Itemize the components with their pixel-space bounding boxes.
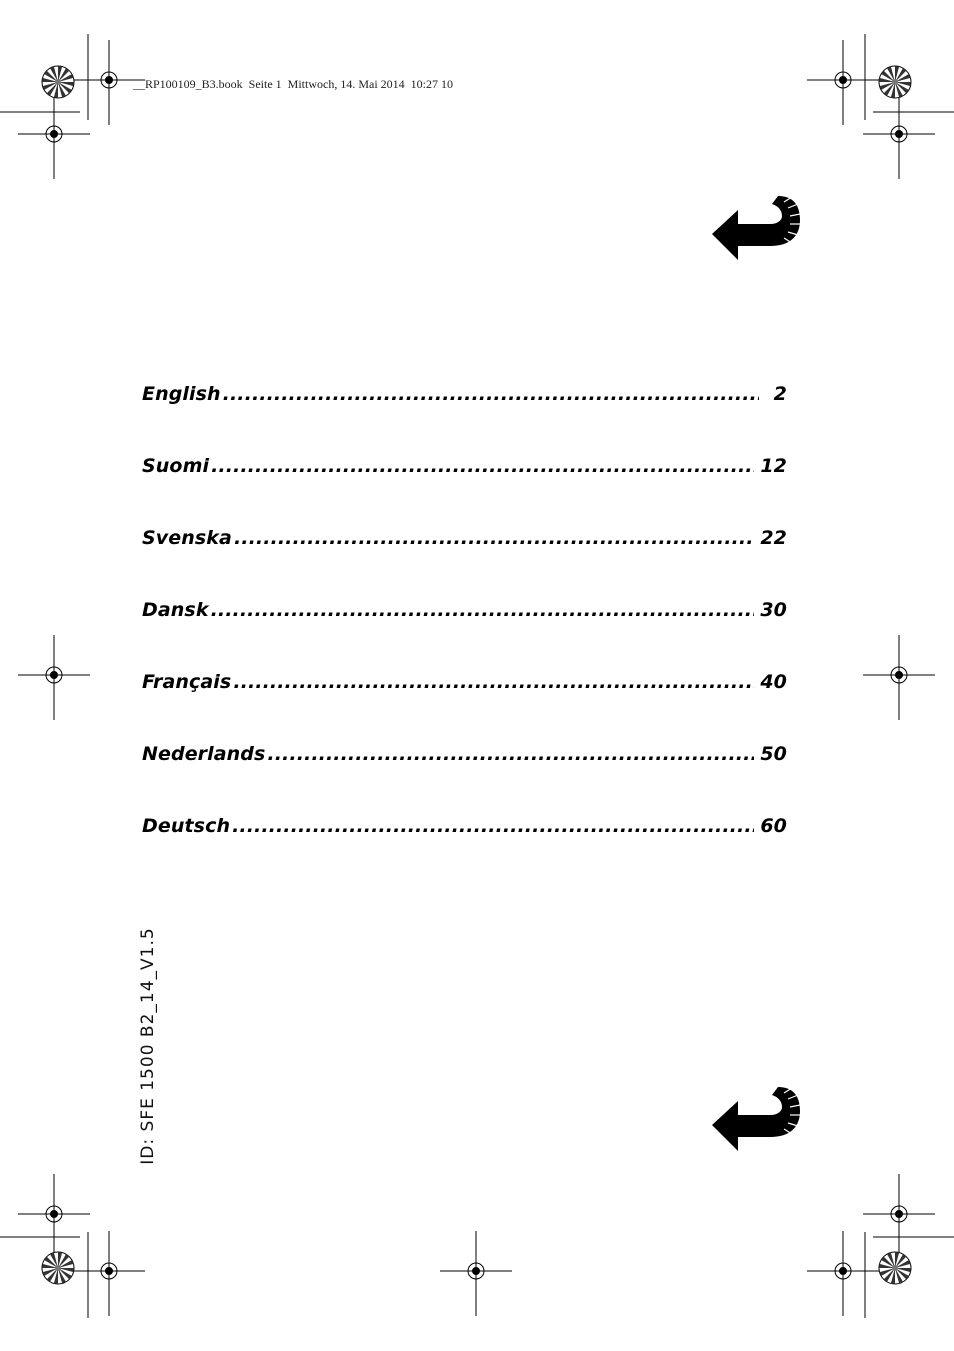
toc-entry-francais[interactable] [142, 665, 787, 737]
turn-page-arrow-icon-bottom [708, 1083, 804, 1155]
crosshair-registration-icon [807, 40, 879, 125]
toc-entry-suomi[interactable] [142, 449, 787, 521]
toc-leader-dots [267, 737, 754, 771]
turn-page-arrow-icon [708, 192, 804, 264]
toc-page-number: 30 [760, 599, 787, 621]
starburst-target-icon [42, 1252, 74, 1284]
toc-leader-dots [211, 593, 755, 627]
toc-entry-english[interactable] [142, 377, 787, 449]
crosshair-registration-icon [18, 635, 90, 720]
toc-label: Svenska [142, 527, 232, 549]
toc-page-number: 12 [760, 455, 787, 477]
starburst-target-icon [879, 66, 911, 98]
crosshair-registration-icon [73, 1231, 145, 1316]
toc-leader-dots [233, 665, 754, 699]
toc-page-number: 2 [773, 383, 787, 405]
toc-leader-dots [223, 377, 759, 411]
toc-page-number: 22 [760, 527, 787, 549]
table-of-contents [142, 377, 787, 881]
toc-page-number: 50 [760, 743, 787, 765]
toc-label: Suomi [142, 455, 210, 477]
starburst-target-icon [879, 1252, 911, 1284]
print-info-header: __RP100109_B3.book Seite 1 Mittwoch, 14. Mai 2014 10:27 10 [133, 77, 454, 91]
toc-label: English [142, 383, 221, 405]
toc-leader-dots [234, 521, 754, 555]
toc-entry-dansk[interactable] [142, 593, 787, 665]
toc-label: Dansk [142, 599, 209, 621]
toc-entry-nederlands[interactable] [142, 737, 787, 809]
toc-label: Nederlands [142, 743, 266, 765]
toc-entry-svenska[interactable] [142, 521, 787, 593]
crosshair-registration-icon [863, 1174, 935, 1259]
crosshair-registration-icon [18, 1174, 90, 1259]
toc-leader-dots [232, 809, 754, 843]
starburst-target-icon [42, 66, 74, 98]
toc-leader-dots [211, 449, 754, 483]
toc-label: Deutsch [142, 815, 231, 837]
crosshair-registration-icon [863, 635, 935, 720]
toc-label: Français [142, 671, 232, 693]
toc-entry-deutsch[interactable] [142, 809, 787, 881]
crosshair-registration-icon [18, 94, 90, 179]
crosshair-registration-icon [807, 1231, 879, 1316]
toc-page-number: 60 [760, 815, 787, 837]
crosshair-registration-icon [863, 94, 935, 179]
crosshair-registration-icon [440, 1231, 512, 1316]
document-id: ID: SFE 1500 B2_14_V1.5 [138, 927, 158, 1165]
toc-page-number: 40 [760, 671, 787, 693]
